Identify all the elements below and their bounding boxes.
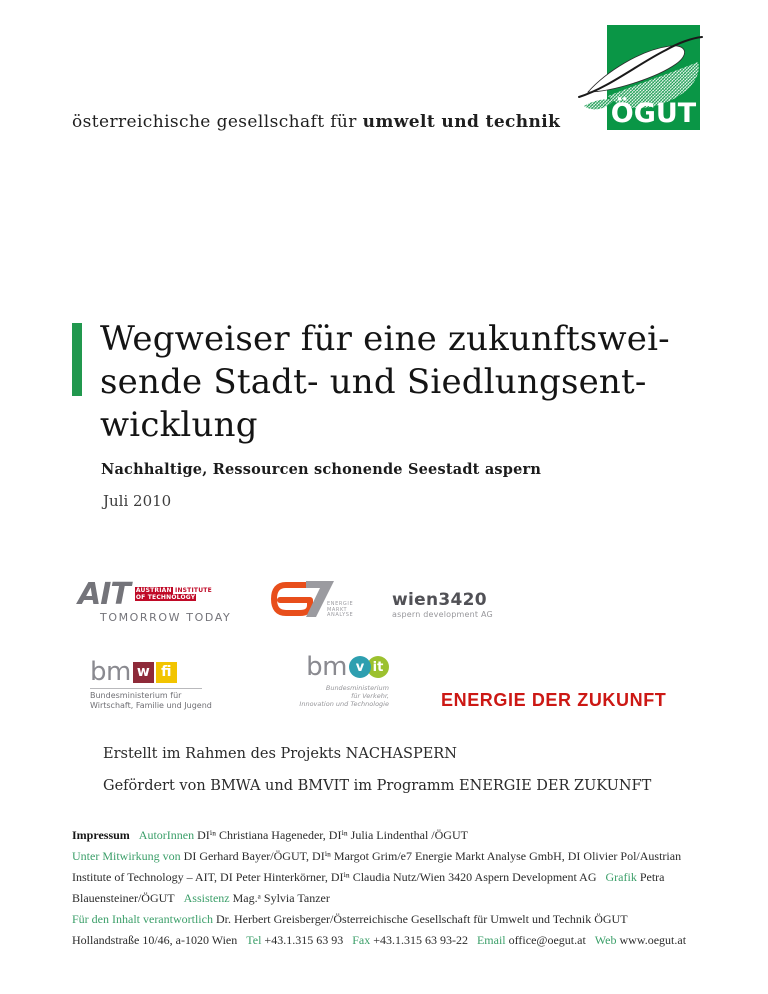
email-value: office@oegut.at (508, 933, 586, 947)
fax-value: +43.1.315 63 93-22 (373, 933, 468, 947)
wordmark-regular: österreichische gesellschaft für (72, 112, 363, 132)
ait-mark: AIT (78, 577, 130, 612)
bmwf-w-box: w (133, 662, 154, 683)
bmwf-caption-line1: Bundesministerium für (90, 691, 182, 700)
publication-date: Juli 2010 (103, 492, 172, 510)
tel-value: +43.1.315 63 93 (264, 933, 344, 947)
page-title (100, 318, 670, 447)
ogut-logo-text: ÖGUT (610, 98, 697, 129)
autorinnen-text: DIⁱⁿ Christiana Hageneder, DIⁱⁿ Julia Lindenthal /ÖGUT (197, 828, 468, 842)
project-line-1: Erstellt im Rahmen des Projekts NACHASPERN (103, 746, 457, 762)
grafik-text: Petra Blauensteiner/ÖGUT (72, 870, 665, 905)
e7-caption-line2: MARKT (327, 606, 348, 613)
e7-caption-line1: ENERGIE (327, 601, 354, 607)
ait-inst-box2: OF TECHNOLOGY (135, 594, 196, 601)
title-accent-bar (72, 323, 82, 396)
autorinnen-label: AutorInnen (138, 828, 195, 842)
impressum-heading: Impressum (72, 828, 130, 842)
project-line-2: Gefördert von BMWA und BMVIT im Programm ENERGIE DER ZUKUNFT (103, 778, 652, 794)
impressum (72, 825, 696, 951)
fax-label: Fax (352, 933, 371, 947)
bmwf-fi-box: fi (156, 662, 177, 683)
e7-caption (327, 602, 353, 619)
wien3420-logo (392, 592, 493, 619)
bmvit-caption-line1: Bundesministerium (325, 684, 389, 692)
bmwf-caption-line2: Wirtschaft, Familie und Jugend (90, 700, 212, 710)
bmvit-caption-line2: für Verkehr, (351, 692, 389, 700)
subtitle: Nachhaltige, Ressourcen schonende Seestadt aspern (101, 461, 542, 478)
web-label: Web (594, 933, 617, 947)
ogut-logo (578, 20, 704, 134)
title-line-2: sende Stadt- und Siedlungsent- (100, 362, 647, 402)
assistenz-text: Mag.ᵃ Sylvia Tanzer (232, 891, 330, 905)
email-label: Email (476, 933, 506, 947)
e7-caption-line3: ANALYSE (327, 612, 354, 618)
assistenz-label: Assistenz (183, 891, 230, 905)
ait-logo (78, 577, 232, 624)
bmvit-it-circle: it (367, 656, 389, 678)
ait-inst-box1: AUSTRIAN (135, 587, 172, 594)
verantwortlich-text: Dr. Herbert Greisberger/Österreichische Gesellschaft für Umwelt und Technik ÖGUT (215, 912, 628, 926)
ogut-leaf-icon (578, 20, 704, 134)
ait-tagline: TOMORROW TODAY (100, 611, 232, 624)
wien3420-name: wien3420 (392, 590, 487, 610)
bmwf-divider (90, 688, 202, 689)
title-line-3: wicklung (100, 405, 258, 445)
mitwirkung-label: Unter Mitwirkung von (72, 849, 181, 863)
wien3420-caption: aspern development AG (392, 610, 493, 619)
bmvit-prefix: bm (306, 652, 347, 682)
bmvit-caption (293, 684, 389, 708)
bmwf-prefix: bm (90, 657, 131, 687)
ogut-wordmark (72, 112, 560, 132)
energie-der-zukunft-label: ENERGIE DER ZUKUNFT (441, 690, 667, 710)
ait-institute-text (135, 587, 212, 601)
bmvit-caption-line3: Innovation und Technologie (299, 700, 389, 708)
bmvit-logo (293, 652, 389, 708)
tel-label: Tel (246, 933, 262, 947)
grafik-label: Grafik (605, 870, 637, 884)
e7-logo (268, 575, 354, 627)
verantwortlich-label: Für den Inhalt verantwortlich (72, 912, 213, 926)
bmwf-caption (90, 691, 212, 710)
title-line-1: Wegweiser für eine zukunftswei- (100, 319, 670, 359)
bmvit-v-circle: v (349, 656, 371, 678)
wordmark-bold: umwelt und technik (362, 112, 561, 132)
mitwirkung-text: DI Gerhard Bayer/ÖGUT, DIⁱⁿ Margot Grim/e7 Energie Markt Analyse GmbH, DI Olivier Pol/Austrian Institute of Technology – AIT, DI Peter Hinterkörner, DIⁱⁿ Claudia Nutz/Wien 3420 Aspern Development AG (72, 849, 682, 884)
bmwf-logo (90, 657, 212, 710)
ait-inst-text1: INSTITUTE (172, 587, 212, 594)
address-text: Hollandstraße 10/46, a-1020 Wien (72, 933, 238, 947)
web-value: www.oegut.at (619, 933, 687, 947)
